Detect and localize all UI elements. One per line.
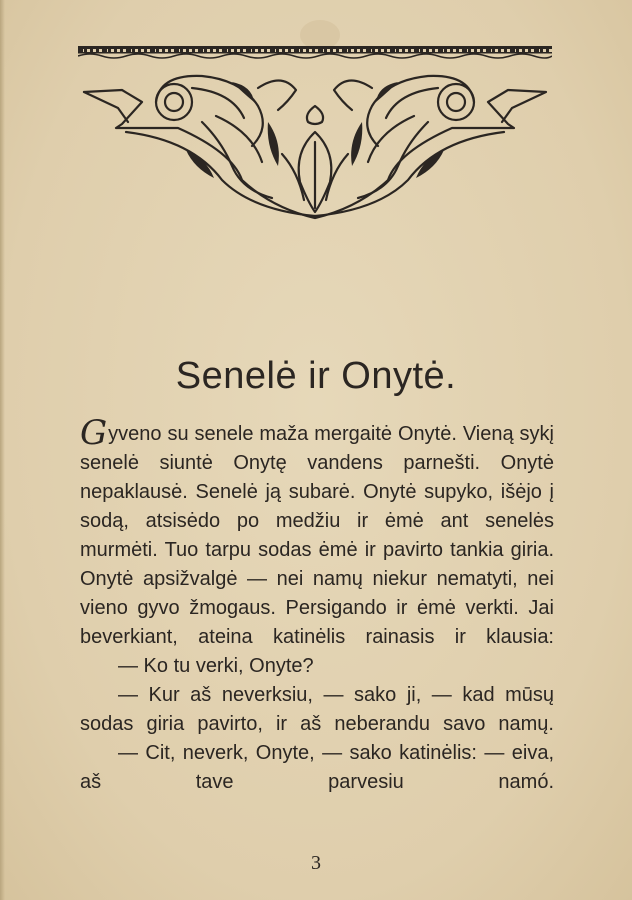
paragraph-1 [80,413,554,652]
paragraph-4: — Cit, neverk, Onyte, — sako katinėlis: — eiva, aš tave parvesiu namó. [80,742,554,793]
paragraph-2: — Ko tu verki, Onyte? [118,655,314,677]
drop-cap: G [80,413,108,453]
decorative-rule-band [78,44,552,60]
acanthus-ornament-icon [82,62,548,220]
paragraph-1-text: yveno su senele maža mergaitė Onytė. Vieną sykį senelė siuntė Onytę vandens parnešti. Onytė nepaklausė. Senelė ją subarė. Onytė supyko, išėjo į sodą, atsisėdo po medžiu ir ėmė ant senelės murmėti. Tuo tarpu sodas ėmė ir pavirto tankia giria. Onytė apsižvalgė — nei namų niekur nematyti, nei vieno gyvo žmogaus. Persigando ir ėmė verkti. Jai beverkiant, ateina katinėlis rainasis ir klausia: [80,423,554,648]
page-binding-shadow [0,0,5,900]
story-text [80,413,554,797]
paragraph-3: — Kur aš neverksiu, — sako ji, — kad mūsų sodas giria pavirto, ir aš neberandu savo namų. [80,684,554,735]
page-number: 3 [311,852,321,874]
chapter-title: Senelė ir Onytė. [175,355,457,397]
